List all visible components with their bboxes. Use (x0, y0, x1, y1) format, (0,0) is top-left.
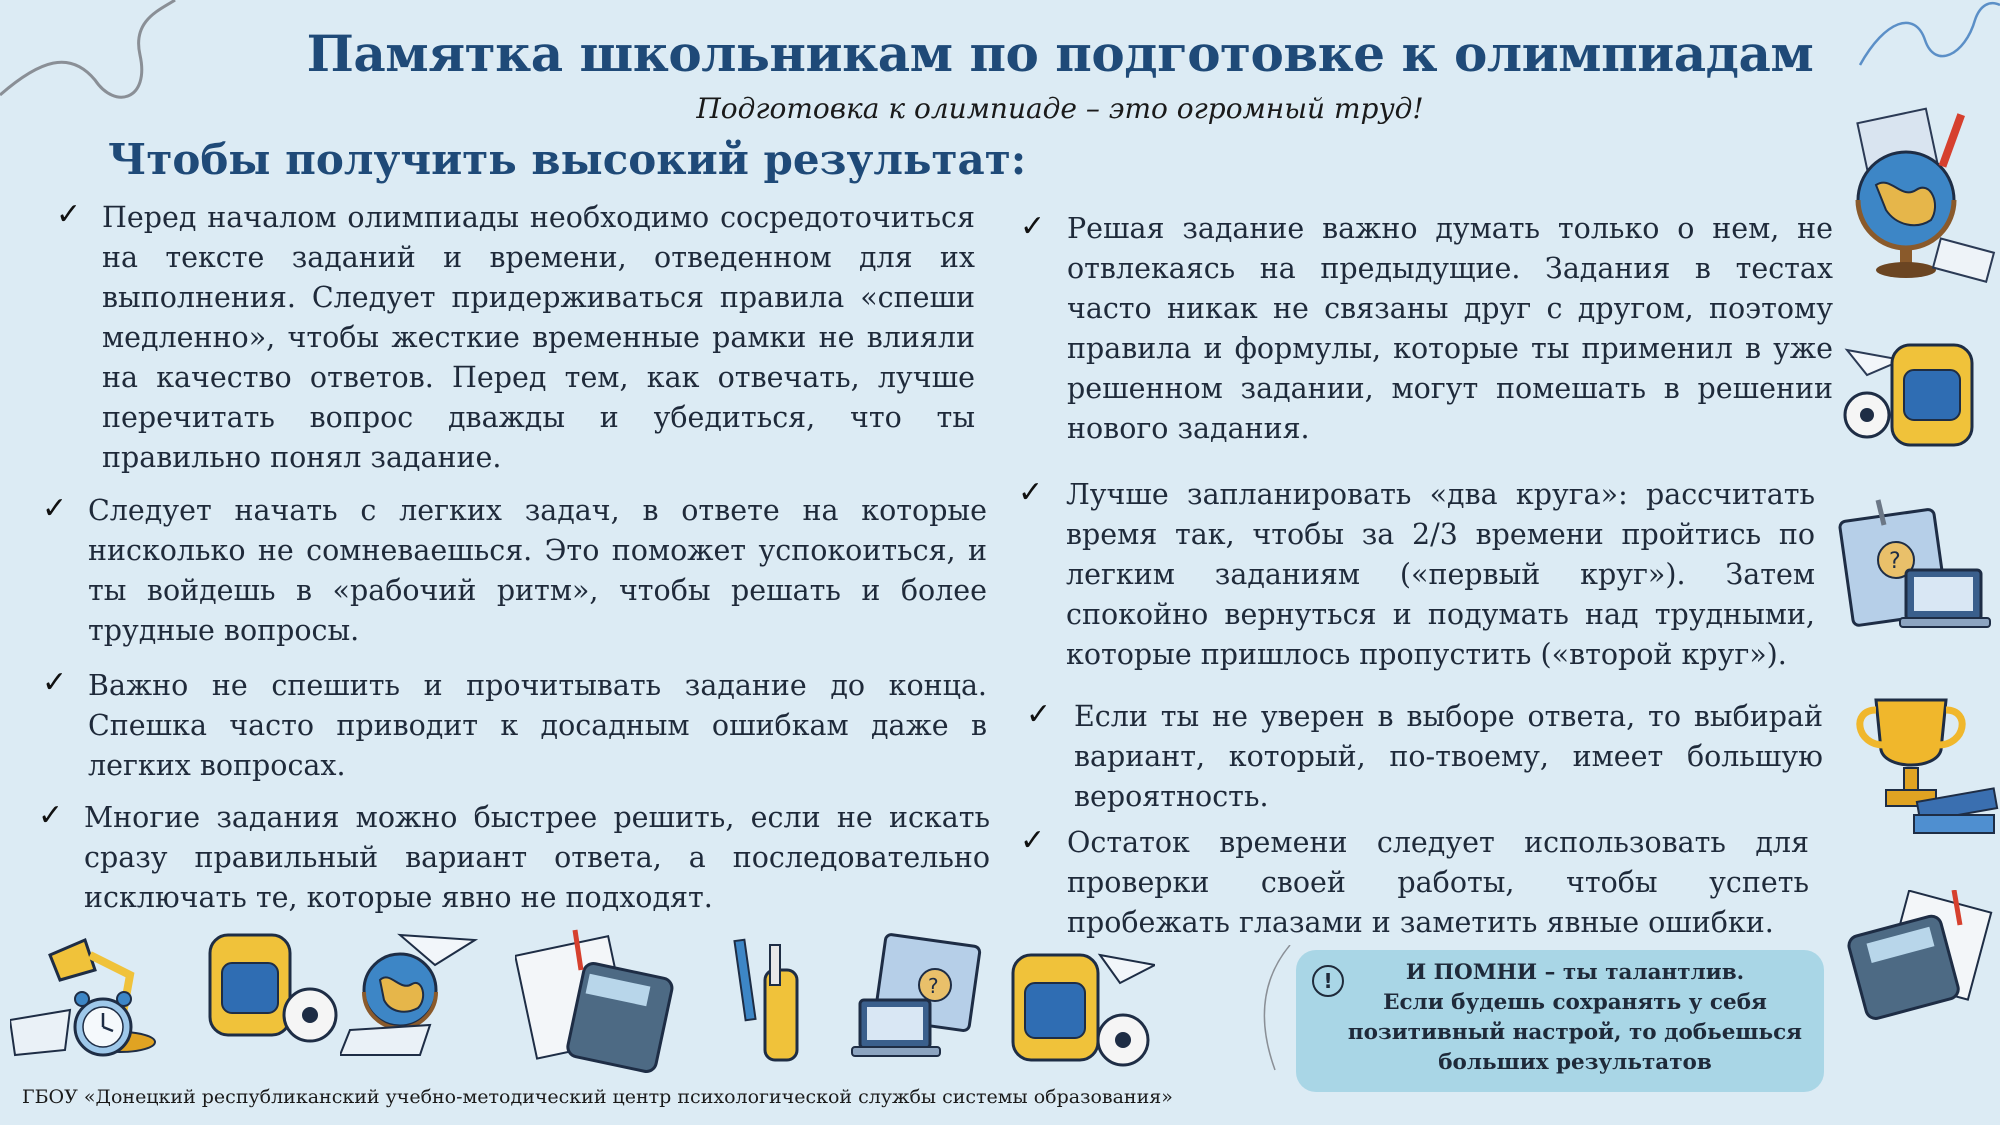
check-icon: ✓ (42, 665, 68, 700)
svg-text:?: ? (928, 974, 939, 998)
tip-right-2: Лучше запланировать «два круга»: рассчитать время так, чтобы за 2/3 времени пройтись по легким заданиям («первый круг»). Затем спокойно вернуться и подумать над трудными, которые пришлось пропустить («второй круг»). (1066, 478, 1815, 671)
check-icon: ✓ (1026, 697, 1052, 732)
backpack-icon (1842, 330, 1992, 450)
tip-left-1: Перед началом олимпиады необходимо сосредоточиться на тексте заданий и времени, отведенном для их выполнения. Следует придерживаться правила «спеши медленно», чтобы жесткие временные рамки не влияли на качество ответов. Перед тем, как отвечать, лучше перечитать вопрос дважды и убедиться, что ты правильно понял задание. (102, 201, 975, 474)
reminder-line-1: И ПОМНИ – ты талантлив. (1405, 960, 1745, 985)
decorative-curve-bottom (1255, 945, 1295, 1075)
tip-right-4: Остаток времени следует использовать для проверки своей работы, чтобы успеть пробежать глазами и заметить явные ошибки. (1067, 826, 1809, 939)
tip-right-1: Решая задание важно думать только о нем, не отвлекаясь на предыдущие. Задания в тестах часто никак не связаны друг с другом, поэтому правила и формулы, которые ты применил в уже решенном задании, могут помешать в решении нового задания. (1067, 212, 1833, 445)
calculator-icon (515, 925, 685, 1075)
check-icon: ✓ (1018, 475, 1044, 510)
backpack-icon (1005, 945, 1155, 1075)
tip-left-3: Важно не спешить и прочитывать задание до конца. Спешка часто приводит к досадным ошибкам даже в легких вопросах. (88, 669, 987, 782)
backpack-icon (200, 925, 340, 1050)
check-icon: ✓ (56, 197, 82, 232)
trophy-icon (1846, 690, 2000, 840)
check-icon: ✓ (1020, 823, 1046, 858)
alarm-clock-icon (68, 985, 138, 1065)
page-title: Памятка школьникам по подготовке к олимпиадам (306, 24, 1814, 83)
exclamation-icon: ! (1312, 965, 1344, 997)
check-icon: ✓ (1020, 209, 1046, 244)
check-icon: ✓ (42, 491, 68, 526)
check-icon: ✓ (38, 798, 64, 833)
svg-text:?: ? (1889, 549, 1901, 574)
footer-organization: ГБОУ «Донецкий республиканский учебно-методический центр психологической службы системы образования» (22, 1086, 1173, 1108)
globe-icon (340, 920, 480, 1060)
globe-icon (1836, 105, 1996, 285)
section-heading: Чтобы получить высокий результат: (108, 135, 1027, 184)
page-subtitle: Подготовка к олимпиаде – это огромный труд! (696, 92, 1424, 125)
tablet-icon (1836, 495, 1996, 645)
tip-left-4: Многие задания можно быстрее решить, если не искать сразу правильный вариант ответа, а последовательно исключать те, которые явно не подходят. (84, 801, 990, 914)
tip-right-3: Если ты не уверен в выборе ответа, то выбирай вариант, который, по-твоему, имеет большую вероятность. (1074, 700, 1823, 813)
pencils-icon (720, 930, 810, 1070)
tip-left-2: Следует начать с легких задач, в ответе на которые нисколько не сомневаешься. Это поможет успокоиться, и ты войдешь в «рабочий ритм», чтобы решать и более трудные вопросы. (88, 494, 987, 647)
calculator-icon (1846, 890, 1996, 1030)
laptop-icon (850, 930, 990, 1070)
reminder-line-2: Если будешь сохранять у себя позитивный настрой, то добьешься больших результатов (1347, 990, 1803, 1075)
reminder-text (1340, 958, 1810, 1078)
